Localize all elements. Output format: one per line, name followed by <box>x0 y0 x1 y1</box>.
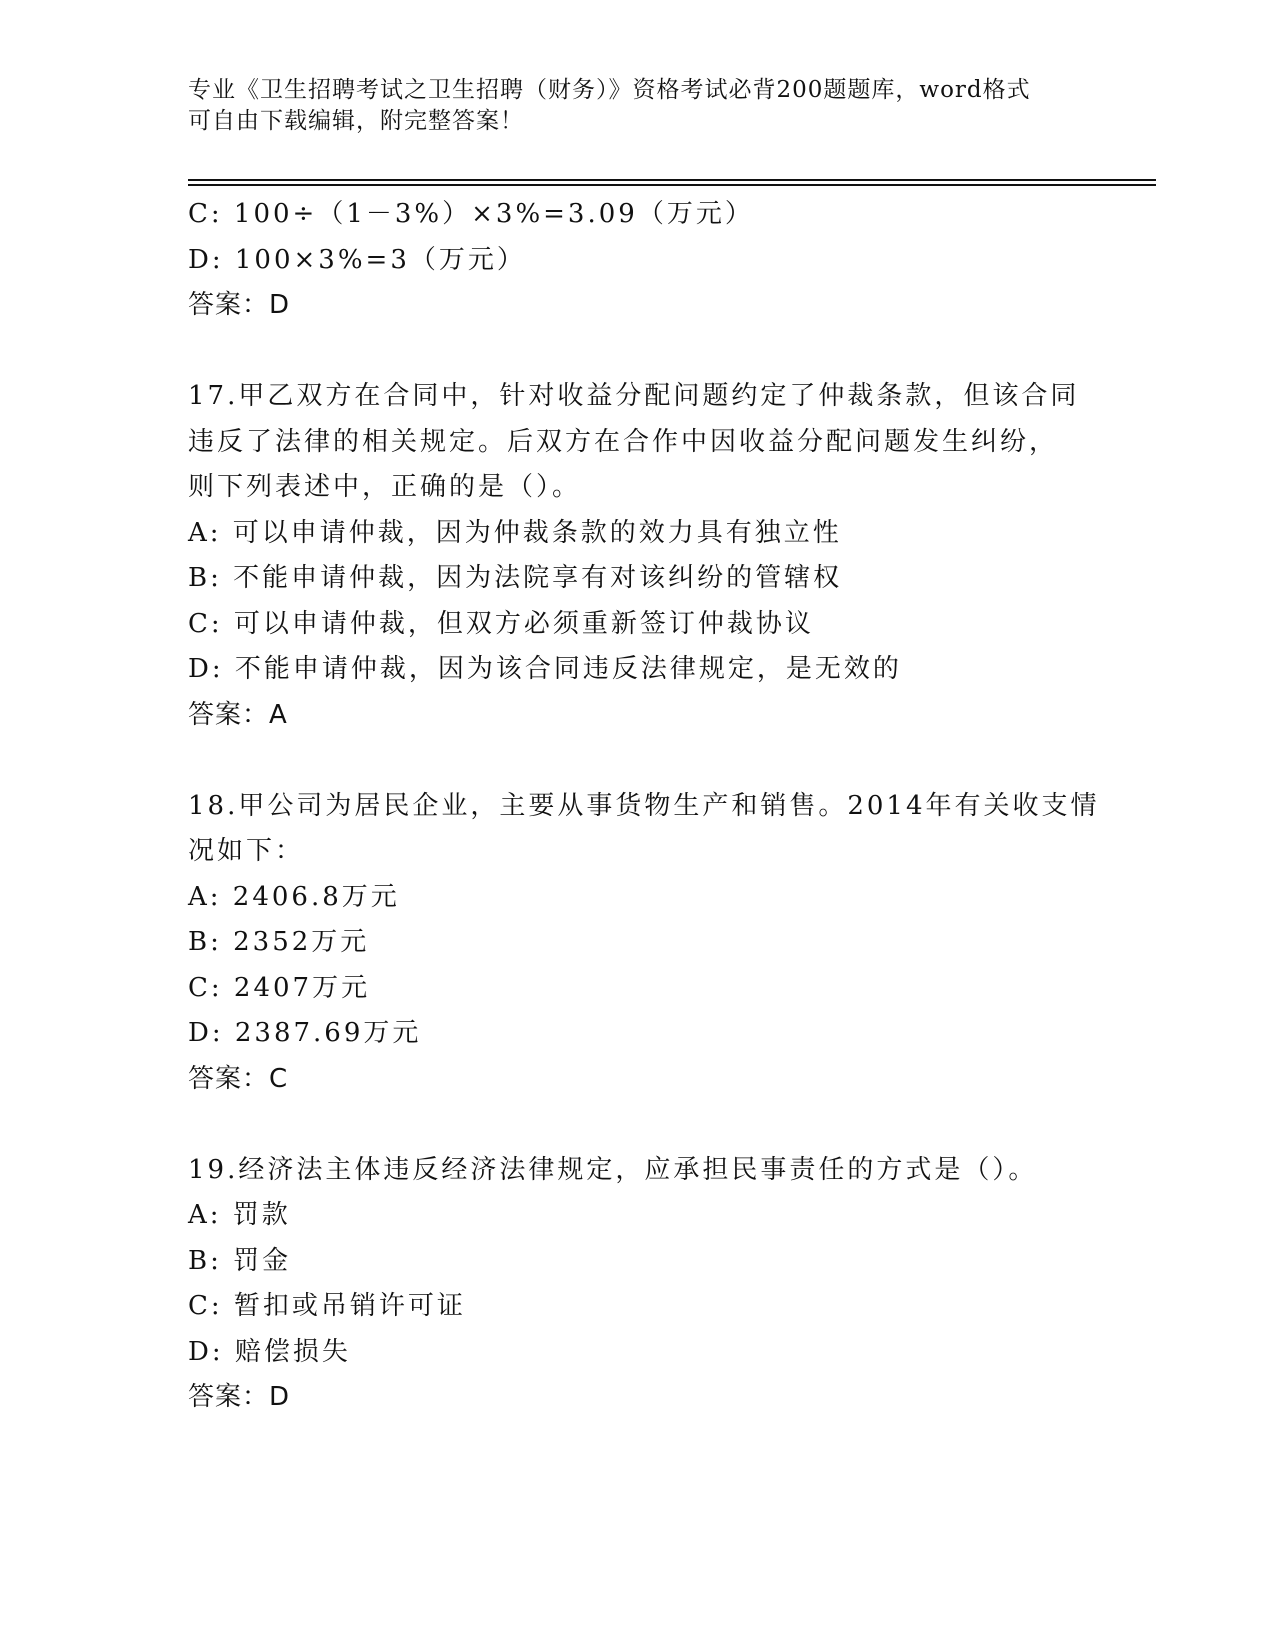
header-line-2: 可自由下载编辑，附完整答案！ <box>188 108 524 134</box>
option-c: C: 可以申请仲裁，但双方必须重新签订仲裁协议 <box>188 608 814 639</box>
spacer <box>188 738 1088 784</box>
option-b: B: 2352万元 <box>188 927 370 957</box>
question-stem-line: 18.甲公司为居民企业，主要从事货物生产和销售。2014年有关收支情 <box>188 790 1100 821</box>
option-d: D: 不能申请仲裁，因为该合同违反法律规定，是无效的 <box>188 654 902 684</box>
spacer <box>188 1102 1088 1148</box>
header-divider-top <box>188 179 1156 181</box>
previous-question-tail <box>188 192 1088 329</box>
option-c: C: 暂扣或吊销许可证 <box>188 1291 466 1321</box>
option-a: A: 可以申请仲裁，因为仲裁条款的效力具有独立性 <box>188 517 842 548</box>
question-18 <box>188 784 1100 1103</box>
option-a: A: 2406.8万元 <box>188 881 400 912</box>
question-list <box>188 192 1100 1421</box>
option-c: C: 2407万元 <box>188 972 371 1003</box>
question-stem-line: 17.甲乙双方在合同中，针对收益分配问题约定了仲裁条款，但该合同 <box>188 381 1080 411</box>
option-d: D: 赔偿损失 <box>188 1336 351 1367</box>
spacer <box>188 329 1088 375</box>
question-stem-line: 况如下： <box>188 836 305 866</box>
question-stem-line: 违反了法律的相关规定。后双方在合作中因收益分配问题发生纠纷， <box>188 426 1059 457</box>
question-stem-line: 19.经济法主体违反经济法律规定，应承担民事责任的方式是（）。 <box>188 1154 1038 1185</box>
option-b: B: 罚金 <box>188 1245 292 1276</box>
header-divider-bottom <box>188 184 1156 186</box>
answer: 答案：A <box>188 699 288 730</box>
option-a: A: 罚款 <box>188 1200 291 1230</box>
option-d: D: 100×3%=3（万元） <box>188 244 526 275</box>
answer: 答案：D <box>188 1382 291 1412</box>
option-b: B: 不能申请仲裁，因为法院享有对该纠纷的管辖权 <box>188 563 843 593</box>
option-d: D: 2387.69万元 <box>188 1018 422 1048</box>
question-17 <box>188 374 1088 738</box>
answer: 答案：C <box>188 1063 289 1094</box>
answer: 答案：D <box>188 290 291 320</box>
option-c: C: 100÷（1－3%）×3%=3.09（万元） <box>188 199 754 229</box>
question-19 <box>188 1148 1088 1421</box>
document-header <box>188 75 1068 137</box>
question-stem-line: 则下列表述中，正确的是（）。 <box>188 472 582 502</box>
header-line-1: 专业《卫生招聘考试之卫生招聘（财务）》资格考试必背200题题库，word格式 <box>188 77 1031 103</box>
